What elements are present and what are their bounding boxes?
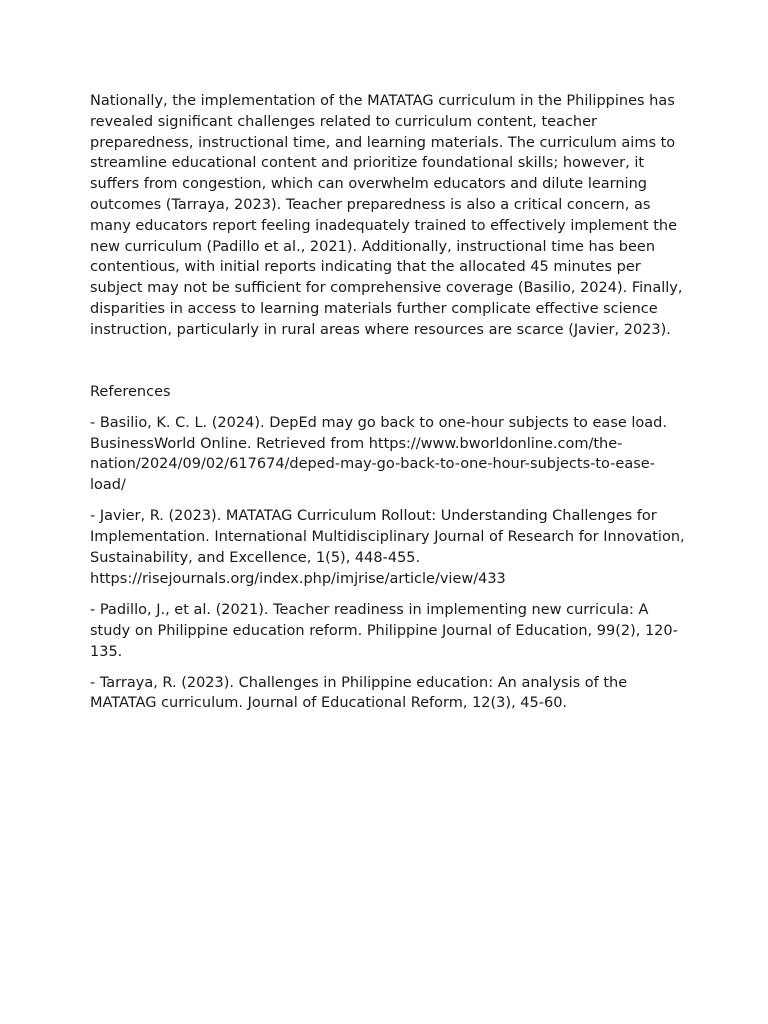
reference-item-basilio: - Basilio, K. C. L. (2024). DepEd may go back to one-hour subjects to ease load. BusinessWorld Online. Retrieved from https://www.bworldonline.com/the-nation/2024/09/02/617674/deped-may-go-back-to-one-hour-subjects-to-ease-load/ [90, 414, 667, 494]
reference-item-padillo: - Padillo, J., et al. (2021). Teacher readiness in implementing new curricula: A study on Philippine education reform. Philippine Journal of Education, 99(2), 120-135. [90, 601, 678, 660]
document-content [90, 91, 690, 714]
reference-list [90, 413, 690, 715]
body-paragraph: Nationally, the implementation of the MATATAG curriculum in the Philippines has revealed significant challenges related to curriculum content, teacher preparedness, instructional time, and learning materials. The curriculum aims to streamline educational content and prioritize foundational skills; however, it suffers from congestion, which can overwhelm educators and dilute learning outcomes (Tarraya, 2023). Teacher preparedness is also a critical concern, as many educators report feeling inadequately trained to effectively implement the new curriculum (Padillo et al., 2021). Additionally, instructional time has been contentious, with initial reports indicating that the allocated 45 minutes per subject may not be sufficient for comprehensive coverage (Basilio, 2024). Finally, disparities in access to learning materials further complicate effective science instruction, particularly in rural areas where resources are scarce (Javier, 2023). [90, 93, 683, 338]
reference-item-tarraya: - Tarraya, R. (2023). Challenges in Philippine education: An analysis of the MATATAG curriculum. Journal of Educational Reform, 12(3), 45-60. [90, 674, 628, 712]
references-heading: References [90, 383, 171, 400]
reference-item-javier: - Javier, R. (2023). MATATAG Curriculum Rollout: Understanding Challenges for Implementation. International Multidisciplinary Journal of Research for Innovation, Sustainability, and Excellence, 1(5), 448-455. https://risejournals.org/index.php/imjrise/article/view/433 [90, 508, 685, 587]
